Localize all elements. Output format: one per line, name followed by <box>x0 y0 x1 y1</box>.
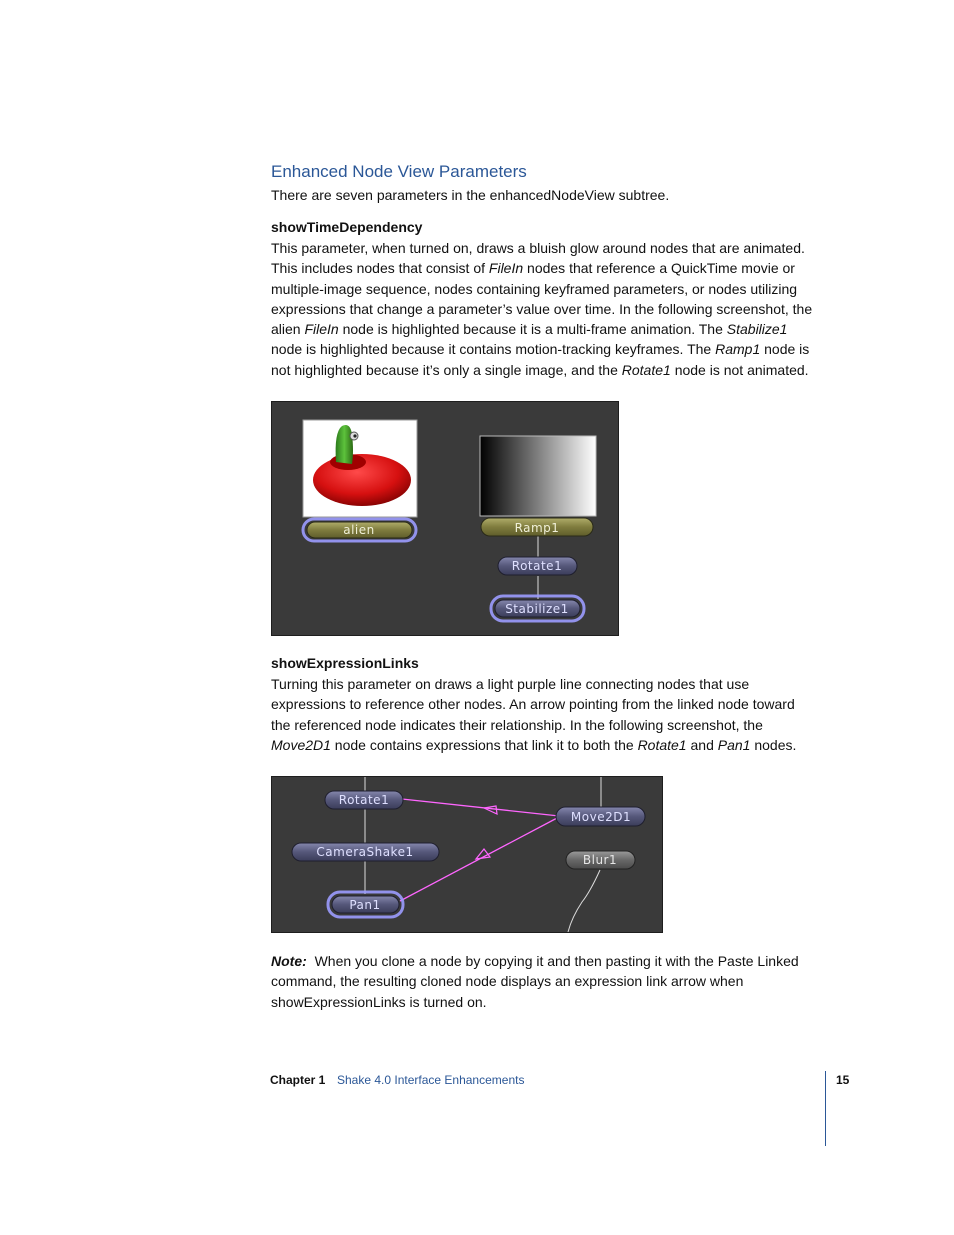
figure-time-dependency <box>271 401 619 636</box>
node-stabilize-label: Stabilize1 <box>505 602 569 616</box>
time-dependency-heading: showTimeDependency <box>271 219 423 235</box>
node-ramp-label: Ramp1 <box>514 521 560 535</box>
time-dependency-line: expressions that change a parameter’s value over time. In the following screenshot, the <box>271 300 813 317</box>
time-dependency-line: This parameter, when turned on, draws a bluish glow around nodes that are animated. <box>271 240 805 256</box>
expression-link-rotate <box>402 799 559 816</box>
time-dependency-line: multiple-image sequence, nodes containing keyframed parameters, or nodes utilizing <box>271 280 798 297</box>
node-alien[interactable] <box>303 519 416 541</box>
time-dependency-paragraph <box>271 238 831 380</box>
expression-links-heading: showExpressionLinks <box>271 655 419 671</box>
section-intro: There are seven parameters in the enhancedNodeView subtree. <box>271 187 670 203</box>
node-blur-label: Blur1 <box>582 853 618 867</box>
page-number: 15 <box>836 1073 850 1087</box>
node-pan-label: Pan1 <box>349 898 381 912</box>
node-stabilize[interactable] <box>491 596 584 621</box>
node-camera-shake[interactable] <box>292 843 439 861</box>
node-blur[interactable] <box>566 851 635 869</box>
wire-blur-out <box>568 870 600 932</box>
expression-links-line: the referenced node indicates their relationship. In the following screenshot, the <box>271 716 763 733</box>
note-line: showExpressionLinks is turned on. <box>271 993 487 1010</box>
ramp-thumbnail[interactable] <box>480 436 596 516</box>
footer-chapter: Chapter 1 <box>270 1073 326 1087</box>
node-rotate-label: Rotate1 <box>511 559 563 573</box>
expression-links-paragraph <box>271 674 831 755</box>
figure-expression-links <box>271 776 663 933</box>
note-line: Note: When you clone a node by copying it and then pasting it with the Paste Linked <box>271 953 799 969</box>
node-view-figure-2 <box>272 777 662 932</box>
node-rotate[interactable] <box>325 791 403 809</box>
footer-title: Shake 4.0 Interface Enhancements <box>337 1073 525 1087</box>
expression-links-line: Turning this parameter on draws a light purple line connecting nodes that use <box>271 676 750 692</box>
note-paragraph <box>271 951 831 1012</box>
node-view-figure-1 <box>272 402 618 635</box>
node-alien-label: alien <box>343 523 375 537</box>
node-pan[interactable] <box>328 892 403 917</box>
footer-divider <box>825 1071 826 1146</box>
time-dependency-line: node is highlighted because it contains motion-tracking keyframes. The Ramp1 node is <box>271 341 810 358</box>
note-label: Note: <box>271 953 307 969</box>
expression-links-line: Move2D1 node contains expressions that link it to both the Rotate1 and Pan1 nodes. <box>271 736 797 753</box>
node-rotate-label: Rotate1 <box>338 793 390 807</box>
node-rotate[interactable] <box>498 557 577 575</box>
node-ramp[interactable] <box>481 518 593 536</box>
node-move[interactable] <box>556 807 645 826</box>
note-line: command, the resulting cloned node displays an expression link arrow when <box>271 973 744 990</box>
time-dependency-line: This includes nodes that consist of FileIn nodes that reference a QuickTime movie or <box>271 260 795 277</box>
expression-links-line: expressions to reference other nodes. An arrow pointing from the linked node toward <box>271 696 795 713</box>
section-title: Enhanced Node View Parameters <box>271 162 527 181</box>
time-dependency-line: not highlighted because it’s only a single image, and the Rotate1 node is not animated. <box>271 361 809 378</box>
time-dependency-line: alien FileIn node is highlighted because it is a multi-frame animation. The Stabilize1 <box>271 321 788 338</box>
alien-thumbnail[interactable] <box>303 420 417 517</box>
node-move-label: Move2D1 <box>570 810 632 824</box>
node-camera-shake-label: CameraShake1 <box>316 845 414 859</box>
